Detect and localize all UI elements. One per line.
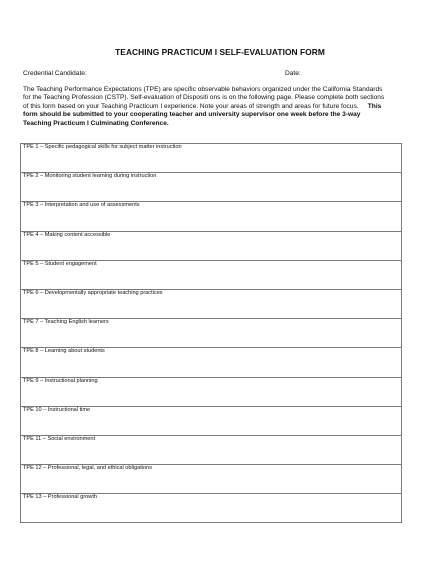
table-row: [21, 465, 402, 494]
table-row: [21, 144, 402, 173]
table-row: [21, 435, 402, 464]
tpe-cell-2[interactable]: TPE 2 – Monitoring student learning during instruction: [21, 173, 402, 202]
tpe-table: [20, 143, 402, 523]
tpe-cell-8[interactable]: TPE 8 – Learning about students: [21, 348, 402, 377]
tpe-cell-9[interactable]: TPE 9 – Instructional planning: [21, 377, 402, 406]
table-row: [21, 494, 402, 523]
table-row: [21, 319, 402, 348]
tpe-cell-3[interactable]: TPE 3 – Interpretation and use of assessments: [21, 202, 402, 231]
tpe-cell-11[interactable]: TPE 11 – Social environment: [21, 435, 402, 464]
candidate-date-row: [23, 70, 403, 77]
table-row: [21, 377, 402, 406]
tpe-cell-6[interactable]: TPE 6 – Developmentally appropriate teaching practices: [21, 289, 402, 318]
table-row: [21, 406, 402, 435]
table-row: [21, 260, 402, 289]
tpe-cell-7[interactable]: TPE 7 – Teaching English learners: [21, 319, 402, 348]
tpe-cell-5[interactable]: TPE 5 – Student engagement: [21, 260, 402, 289]
table-row: [21, 348, 402, 377]
date-label: Date:: [285, 70, 301, 77]
tpe-cell-4[interactable]: TPE 4 – Making content accessible: [21, 231, 402, 260]
table-row: [21, 202, 402, 231]
tpe-cell-13[interactable]: TPE 13 – Professional growth: [21, 494, 402, 523]
intro-text: The Teaching Performance Expectations (TPE) are specific observable behaviors organized under the California Standards for the Teaching Profession (CSTP). Self-evaluation of Dispositi ons is on the following page. Please complete both sections of this form based on your Teaching Practicum I experience. Note your areas of strength and areas for future focus.: [23, 86, 385, 110]
table-row: [21, 173, 402, 202]
intro-emphasis: This form should be submitted to your cooperating teacher and university supervisor one week before the 3-way Teaching Practicum I Culminating Conference.: [23, 102, 382, 127]
tpe-cell-10[interactable]: TPE 10 – Instructional time: [21, 406, 402, 435]
table-row: [21, 289, 402, 318]
form-title: TEACHING PRACTICUM I SELF-EVALUATION FORM: [115, 47, 325, 57]
tpe-cell-12[interactable]: TPE 12 – Professional, legal, and ethical obligations: [21, 465, 402, 494]
tpe-cell-1[interactable]: TPE 1 – Specific pedagogical skills for subject matter instruction: [21, 144, 402, 173]
credential-candidate-label: Credential Candidate:: [23, 70, 87, 77]
intro-paragraph: [23, 86, 385, 128]
table-row: [21, 231, 402, 260]
